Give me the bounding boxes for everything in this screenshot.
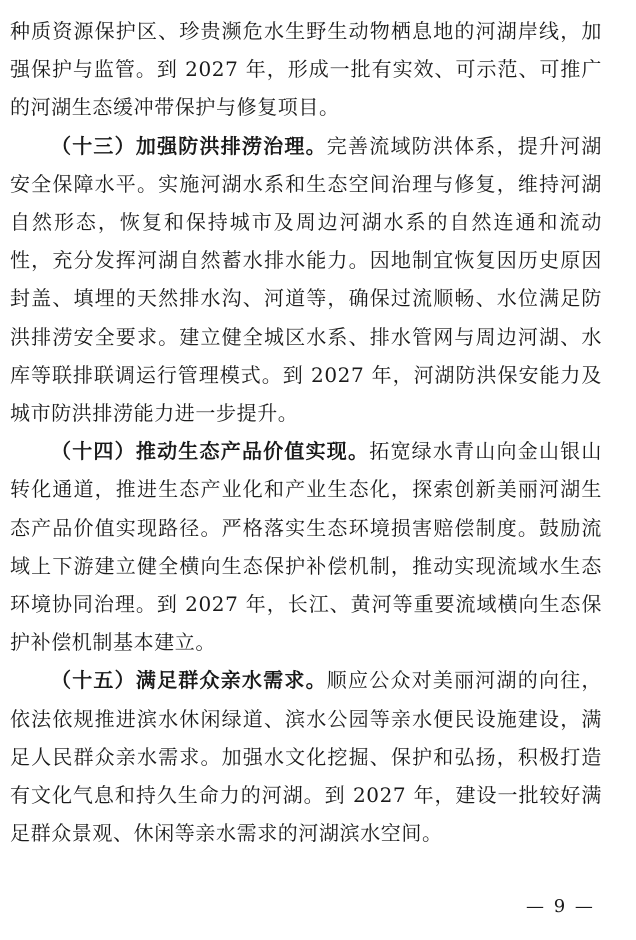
paragraph-text: 种质资源保护区、珍贵濒危水生野生动物栖息地的河湖岸线，加强保护与监管。到 2027 年，形成一批有实效、可示范、可推广的河湖生态缓冲带保护与修复项目。 <box>10 19 602 120</box>
paragraph-ecological-value <box>10 432 602 661</box>
paragraph-text: 顺应公众对美丽河湖的向往，依法依规推进滨水休闲绿道、滨水公园等亲水便民设施建设，满足人民群众亲水需求。加强水文化挖掘、保护和弘扬，积极打造有文化气息和持久生命力的河湖。到 2027 年，建设一批较好满足群众景观、休闲等亲水需求的河湖滨水空间。 <box>10 668 602 846</box>
paragraph-waterfront-needs <box>10 661 602 852</box>
document-page <box>10 12 602 852</box>
page-number: — 9 — <box>526 896 595 917</box>
paragraph-text: 完善流域防洪体系，提升河湖安全保障水平。实施河湖水系和生态空间治理与修复，维持河湖自然形态，恢复和保持城市及周边河湖水系的自然连通和流动性，充分发挥河湖自然蓄水排水能力。因地制宜恢复因历史原因封盖、填埋的天然排水沟、河道等，确保过流顺畅、水位满足防洪排涝安全要求。建立健全城区水系、排水管网与周边河湖、水库等联排联调运行管理模式。到 2027 年，河湖防洪保安能力及城市防洪排涝能力进一步提升。 <box>10 133 602 426</box>
paragraph-flood-control <box>10 127 602 433</box>
section-heading: （十四）推动生态产品价值实现。 <box>51 439 370 464</box>
section-heading: （十五）满足群众亲水需求。 <box>51 668 327 693</box>
section-heading: （十三）加强防洪排涝治理。 <box>51 133 327 158</box>
paragraph-continuation <box>10 12 602 127</box>
paragraph-text: 拓宽绿水青山向金山银山转化通道，推进生态产业化和产业生态化，探索创新美丽河湖生态产品价值实现路径。严格落实生态环境损害赔偿制度。鼓励流域上下游建立健全横向生态保护补偿机制，推动实现流域水生态环境协同治理。到 2027 年，长江、黄河等重要流域横向生态保护补偿机制基本建立。 <box>10 439 602 655</box>
